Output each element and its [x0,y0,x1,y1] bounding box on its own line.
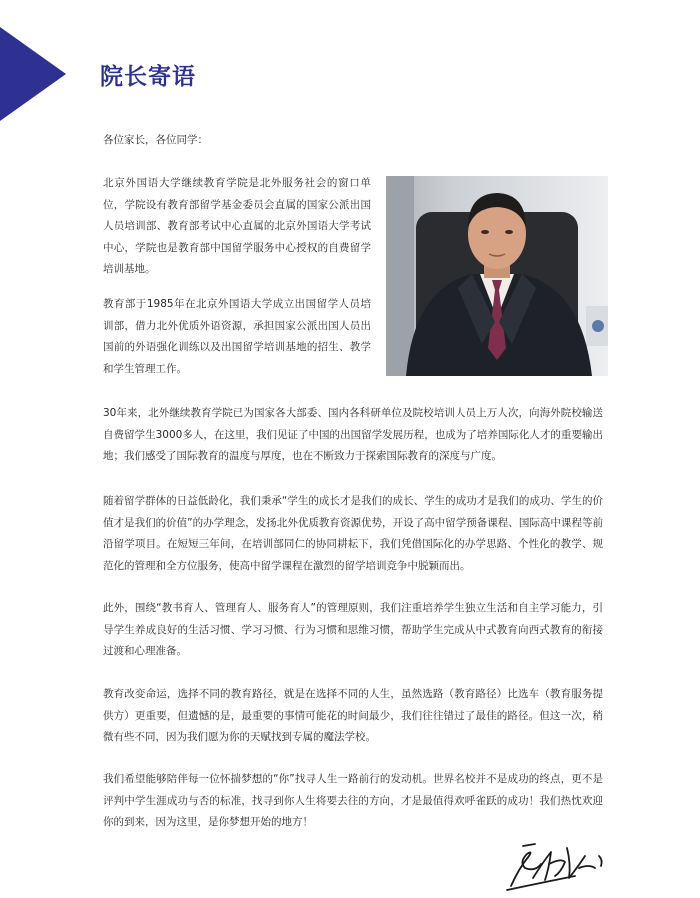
page-title: 院长寄语 [100,64,196,90]
letter-paragraph-3: 30年来，北外继续教育学院已为国家各大部委、国内各科研单位及院校培训人员上万人次，向海外院校输送自费留学生3000多人，在这里，我们见证了中国的出国留学发展历程，也成为了培养国际化人才的重要输出地；我们感受了国际教育的温度与厚度，也在不断致力于探索国际教育的深度与广度。 [103,407,603,462]
letter-greeting: 各位家长，各位同学： [103,134,208,146]
dean-portrait-photo [386,176,608,376]
corner-triangle-decoration [0,27,66,121]
letter-paragraph-2: 教育部于1985年在北京外国语大学成立出国留学人员培训部，借力北外优质外语资源，承担国家公派出国人员出国前的外语强化训练以及出国留学培训基地的招生、教学和学生管理工作。 [103,298,371,375]
letter-paragraph-7: 我们希望能够陪伴每一位怀揣梦想的“你”找寻人生一路前行的发动机。世界名校并不是成功的终点，更不是评判中学生涯成功与否的标准，找寻到你人生将要去往的方向，才是最值得欢呼雀跃的成功！我们热忱欢迎你的到来，因为这里，是你梦想开始的地方！ [103,773,603,828]
letter-paragraph-4: 随着留学群体的日益低龄化，我们秉承“学生的成长才是我们的成长、学生的成功才是我们的成功、学生的价值才是我们的价值”的办学理念，发扬北外优质教育资源优势，开设了高中留学预备课程、国际高中课程等前沿留学项目。在短短三年间，在培训部同仁的协同耕耘下，我们凭借国际化的办学思路、个性化的教学、规范化的管理和全方位服务，使高中留学课程在激烈的留学培训竞争中脱颖而出。 [103,495,603,572]
letter-paragraph-1: 北京外国语大学继续教育学院是北外服务社会的窗口单位，学院设有教育部留学基金委员会直属的国家公派出国人员培训部、教育部考试中心直属的北京外国语大学考试中心，学院也是教育部中国留学服务中心授权的自费留学培训基地。 [103,177,371,275]
handwritten-signature-icon [505,838,615,894]
letter-paragraph-6: 教育改变命运，选择不同的教育路径，就是在选择不同的人生，虽然选路（教育路径）比选车（教育服务提供方）更重要，但遗憾的是，最重要的事情可能花的时间最少，我们往往错过了最佳的路径。但这一次，稍微有些不同，因为我们愿为你的天赋找到专属的魔法学校。 [103,688,603,743]
letter-paragraph-5: 此外，围绕“教书育人、管理育人、服务育人”的管理原则，我们注重培养学生独立生活和自主学习能力，引导学生养成良好的生活习惯、学习习惯、行为习惯和思维习惯，帮助学生完成从中式教育向西式教育的衔接过渡和心理准备。 [103,602,603,657]
